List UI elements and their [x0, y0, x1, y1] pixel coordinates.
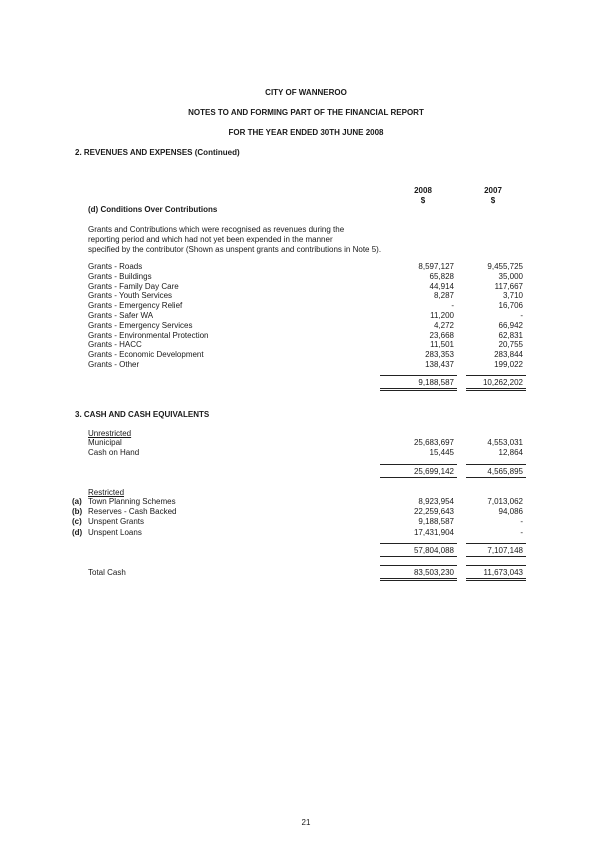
row-label: Reserves - Cash Backed [88, 507, 177, 517]
row-value-2008: 23,668 [429, 330, 454, 340]
row-value-2008: 8,597,127 [418, 262, 454, 271]
row-value-2008: 65,828 [429, 271, 454, 281]
unrestricted-total-2007: 4,565,895 [487, 467, 523, 476]
note2-total-2008: 9,188,587 [418, 378, 454, 387]
note3-heading: 3. CASH AND CASH EQUIVALENTS [75, 410, 210, 419]
row-value-2007: 62,831 [498, 330, 523, 340]
row-value-2007: 94,086 [498, 507, 523, 517]
row-value-2008: 44,914 [429, 281, 454, 291]
row-value-2007: 66,942 [498, 320, 523, 330]
unrestricted-rule-top-2007 [466, 464, 526, 465]
total-cash-2007: 11,673,043 [483, 568, 523, 577]
row-value-2007: 283,844 [494, 350, 523, 360]
restricted-total-2008: 57,804,088 [413, 546, 454, 555]
row-value-2007: 12,864 [498, 448, 523, 457]
row-label: Grants - Environmental Protection [88, 330, 209, 340]
org-title: CITY OF WANNEROO [265, 88, 347, 97]
restricted-rule-top-2007 [466, 543, 526, 544]
row-label: Grants - Safer WA [88, 311, 154, 320]
note2-para-line-1: Grants and Contributions which were recognised as revenues during the [88, 225, 345, 234]
row-value-2008: 17,431,904 [413, 527, 454, 537]
row-value-2008: 283,353 [425, 350, 454, 360]
note2-total-rule-bottom-2007 [466, 388, 526, 391]
row-value-2008: 8,923,954 [418, 497, 454, 506]
row-ref: (c) [72, 517, 82, 527]
row-value-2008: 15,445 [429, 448, 454, 457]
note2-heading: 2. REVENUES AND EXPENSES (Continued) [75, 148, 240, 157]
row-value-2008: - [451, 301, 454, 311]
unrestricted-label: Unrestricted [88, 429, 132, 438]
currency-2007: $ [490, 196, 496, 205]
row-label: Municipal [88, 438, 122, 447]
row-label: Grants - Youth Services [88, 291, 173, 301]
row-value-2008: 138,437 [425, 360, 454, 369]
total-cash-2008: 83,503,230 [413, 568, 454, 577]
row-value-2008: 4,272 [433, 320, 454, 330]
row-label: Grants - Economic Development [88, 350, 204, 360]
notes-title: NOTES TO AND FORMING PART OF THE FINANCIAL REPORT [188, 108, 424, 117]
row-value-2007: 16,706 [498, 301, 523, 311]
note2-para-line-3: specified by the contributor (Shown as unspent grants and contributions in Note 5). [88, 245, 382, 254]
row-value-2007: - [520, 517, 523, 527]
row-value-2007: - [520, 527, 523, 537]
note2-total-rule-top-2008 [380, 375, 457, 376]
total-cash-rule-top-2008 [380, 565, 457, 566]
row-value-2007: 20,755 [498, 340, 523, 350]
row-label: Grants - Roads [88, 262, 143, 271]
total-cash-rule-top-2007 [466, 565, 526, 566]
row-ref: (a) [72, 497, 82, 506]
restricted-rule-bottom-2007 [466, 556, 526, 557]
col-header-2008: 2008 [414, 186, 432, 195]
row-label: Grants - HACC [88, 340, 142, 350]
row-value-2008: 22,259,643 [413, 507, 454, 517]
row-label: Unspent Grants [88, 517, 145, 527]
note2-para-line-2: reporting period and which had not yet been expended in the manner [88, 235, 333, 244]
unrestricted-rule-bottom-2008 [380, 477, 457, 478]
unrestricted-rule-bottom-2007 [466, 477, 526, 478]
total-cash-rule-bottom-2008 [380, 578, 457, 581]
row-value-2007: 35,000 [498, 271, 523, 281]
col-header-2007: 2007 [484, 186, 502, 195]
row-ref: (b) [72, 507, 83, 517]
row-value-2008: 25,683,697 [413, 438, 454, 447]
period-title: FOR THE YEAR ENDED 30TH JUNE 2008 [228, 128, 384, 137]
unrestricted-total-2008: 25,699,142 [413, 467, 454, 476]
row-value-2008: 9,188,587 [418, 517, 454, 527]
row-value-2008: 11,501 [430, 340, 454, 350]
currency-2008: $ [420, 196, 426, 205]
row-value-2008: 8,287 [433, 291, 454, 301]
row-label: Grants - Family Day Care [88, 281, 179, 291]
restricted-rule-bottom-2008 [380, 556, 457, 557]
restricted-label: Restricted [88, 488, 125, 497]
row-value-2007: 4,553,031 [487, 438, 523, 447]
row-label: Grants - Other [88, 360, 140, 369]
row-value-2007: - [520, 311, 523, 320]
row-value-2007: 9,455,725 [487, 262, 523, 271]
total-cash-label: Total Cash [88, 568, 126, 577]
row-label: Grants - Emergency Relief [88, 301, 183, 311]
row-value-2007: 199,022 [494, 360, 523, 369]
row-ref: (d) [72, 527, 83, 537]
row-value-2008: 11,200 [430, 311, 454, 320]
note2-total-2007: 10,262,202 [482, 378, 523, 387]
note2-subheading: (d) Conditions Over Contributions [88, 205, 218, 214]
total-cash-rule-bottom-2007 [466, 578, 526, 581]
restricted-total-2007: 7,107,148 [487, 546, 523, 555]
row-label: Grants - Buildings [88, 271, 152, 281]
row-value-2007: 7,013,062 [487, 497, 523, 506]
row-label: Grants - Emergency Services [88, 320, 193, 330]
note2-total-rule-bottom-2008 [380, 388, 457, 391]
row-value-2007: 117,667 [494, 281, 523, 291]
row-label: Town Planning Schemes [88, 497, 176, 506]
row-value-2007: 3,710 [502, 291, 523, 301]
unrestricted-rule-top-2008 [380, 464, 457, 465]
restricted-rule-top-2008 [380, 543, 457, 544]
row-label: Unspent Loans [88, 527, 142, 537]
page-number: 21 [301, 818, 311, 827]
note2-total-rule-top-2007 [466, 375, 526, 376]
row-label: Cash on Hand [88, 448, 140, 457]
